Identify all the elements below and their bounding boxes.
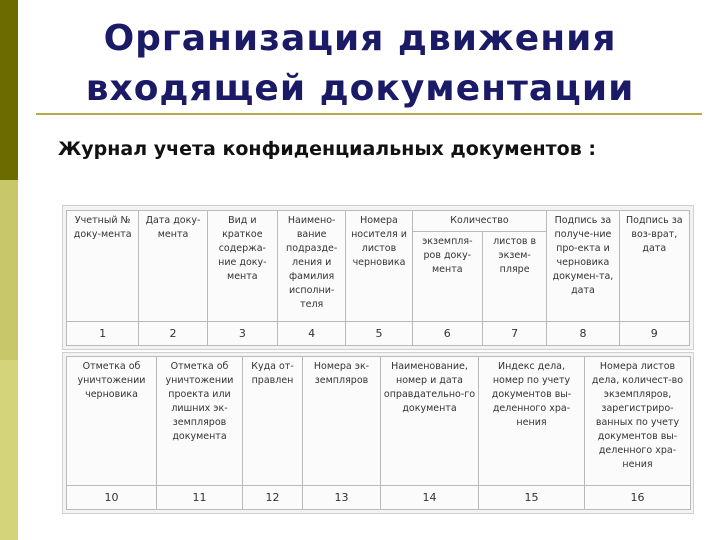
column-number: 8 <box>547 322 619 346</box>
header-cell: Номера носителя и листов черновика <box>346 211 412 322</box>
column-number: 1 <box>67 322 139 346</box>
sidebar-stripe-dark <box>0 0 18 180</box>
column-number: 14 <box>381 486 479 510</box>
header-cell: Номера эк-земпляров <box>303 357 381 486</box>
header-cell: Индекс дела, номер по учету документов вы-деленного хра-нения <box>479 357 585 486</box>
header-cell: Дата доку-мента <box>139 211 207 322</box>
journal-table-part2 <box>66 356 691 510</box>
header-cell: Отметка об уничтожении проекта или лишних эк-земпляров документа <box>157 357 243 486</box>
column-number: 15 <box>479 486 585 510</box>
column-number: 4 <box>278 322 346 346</box>
header-cell: Подпись за получе-ние про-екта и черновика докумен-та, дата <box>547 211 619 322</box>
header-subcell: экземпля-ров доку-мента <box>412 232 482 322</box>
header-cell: Отметка об уничтожении черновика <box>67 357 157 486</box>
slide-title: Организация движения входящей документации <box>85 18 635 109</box>
header-cell: Номера листов дела, количест-во экземпляров, зарегистриро-ванных по учету документов вы-деленного хра-нения <box>585 357 691 486</box>
column-number: 2 <box>139 322 207 346</box>
column-number: 12 <box>243 486 303 510</box>
column-number: 7 <box>482 322 546 346</box>
column-number: 5 <box>346 322 412 346</box>
header-cell: Подпись за воз-врат, дата <box>619 211 689 322</box>
header-cell: Учетный № доку-мента <box>67 211 139 322</box>
slide-subtitle: Журнал учета конфиденциальных документов : <box>58 138 596 160</box>
header-group-cell: Количество <box>412 211 547 232</box>
header-cell: Наимено-вание подразде-ления и фамилия исполни-теля <box>278 211 346 322</box>
sidebar-stripe-light <box>0 360 18 540</box>
header-subcell: листов в экзем-пляре <box>482 232 546 322</box>
column-number: 10 <box>67 486 157 510</box>
column-number: 11 <box>157 486 243 510</box>
column-number: 13 <box>303 486 381 510</box>
title-divider <box>36 113 702 115</box>
header-cell: Куда от-правлен <box>243 357 303 486</box>
journal-table-part1 <box>66 210 690 346</box>
header-cell: Наименование, номер и дата оправдательно-го документа <box>381 357 479 486</box>
sidebar-stripe-mid <box>0 180 18 360</box>
column-number: 16 <box>585 486 691 510</box>
header-cell: Вид и краткое содержа-ние доку-мента <box>207 211 277 322</box>
column-number: 3 <box>207 322 277 346</box>
column-number: 6 <box>412 322 482 346</box>
column-number: 9 <box>619 322 689 346</box>
